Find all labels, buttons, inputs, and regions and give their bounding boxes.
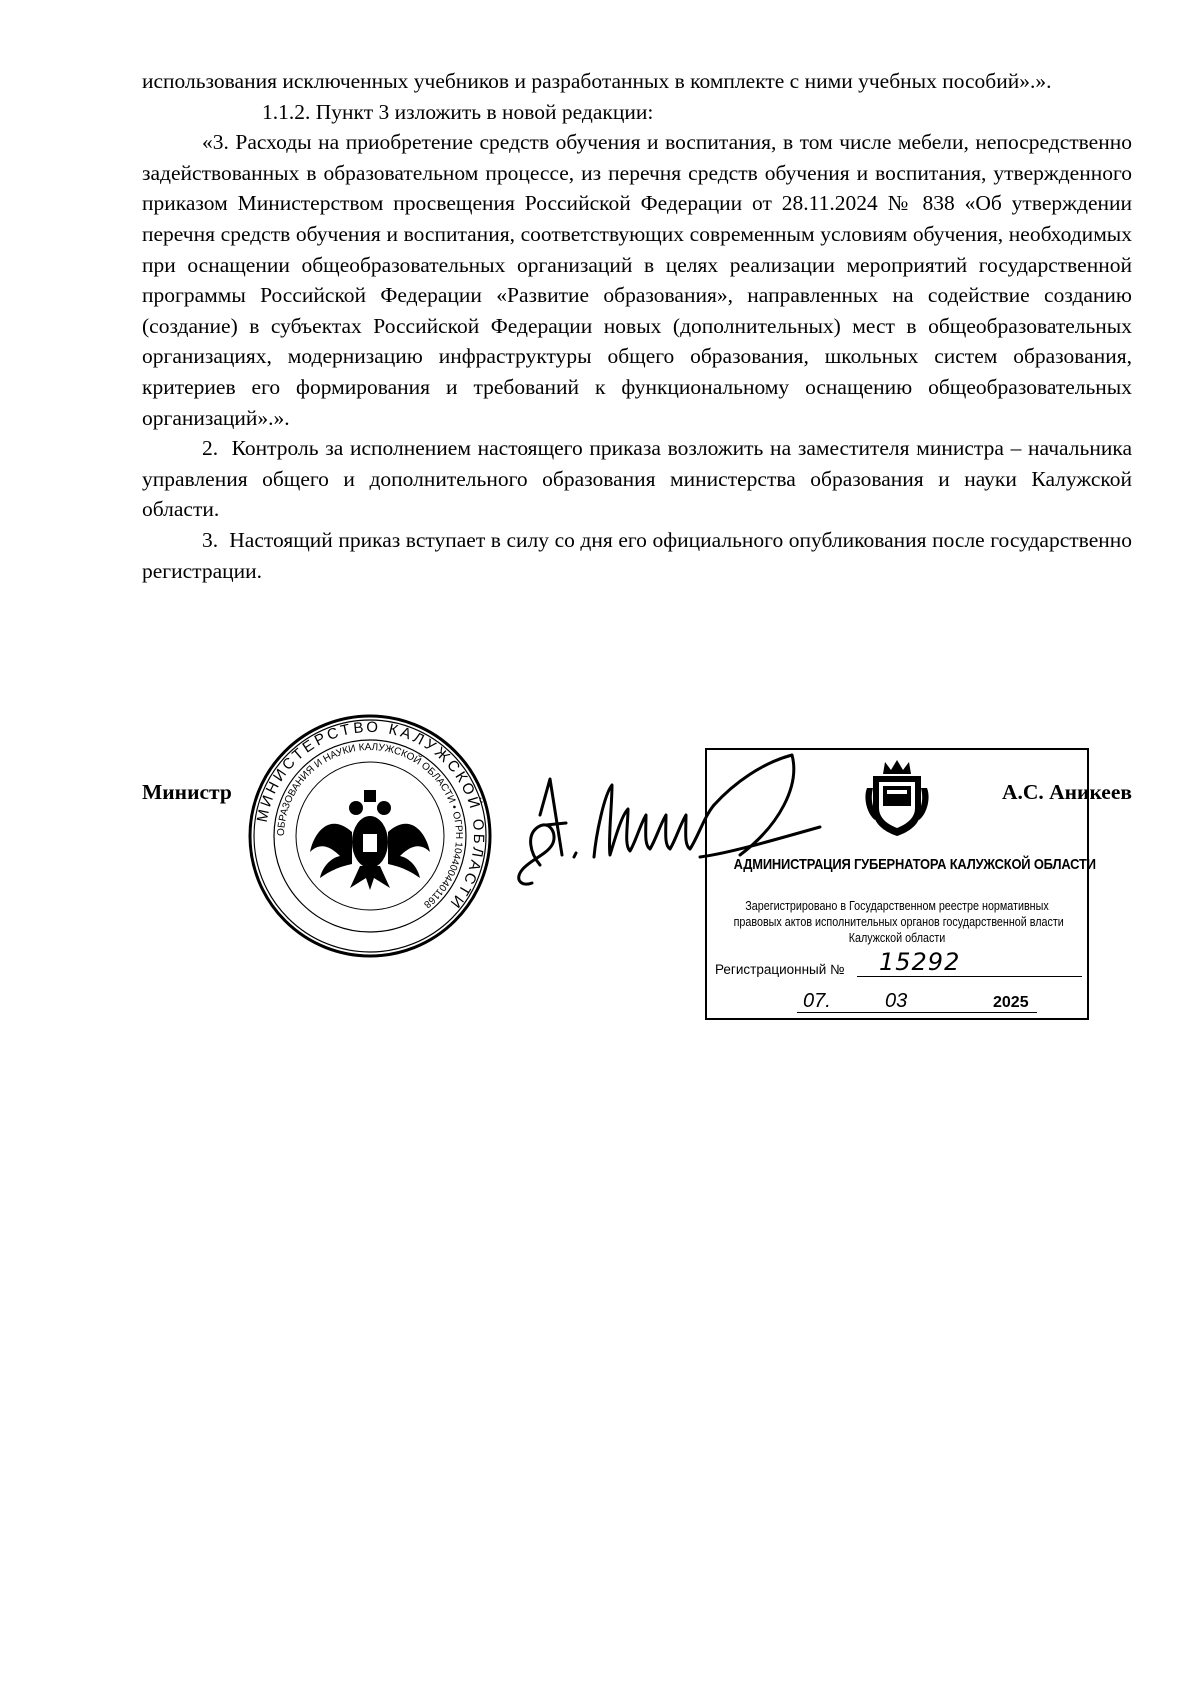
date-underline bbox=[797, 1012, 1037, 1013]
paragraph-2: 2. Контроль за исполнением настоящего приказа возложить на заместителя министра – начальника управления общего и дополнительного образования министерства образования и науки Калужской области. bbox=[142, 436, 1132, 522]
seal-outer-text: МИНИСТЕРСТВО КАЛУЖСКОЙ ОБЛАСТИ bbox=[253, 718, 488, 914]
registration-date bbox=[797, 990, 1057, 1016]
registration-number-underline bbox=[857, 976, 1082, 977]
stamp-body-text: Зарегистрировано в Государственном реестре нормативных правовых актов исполнительных органов государственной власти Калужской области bbox=[733, 899, 1064, 945]
paragraph-point-3-text: «3. Расходы на приобретение средств обучения и воспитания, в том числе мебели, непосредственно задействованных в образовательном процессе, из перечня средств обучения и воспитания, утвержденного приказом Министерством просвещения Российской Федерации от 28.11.2024 № 838 «Об утверждении перечня средств обучения и воспитания, соответствующих современным условиям обучения, необходимых при оснащении общеобразовательных организаций в целях реализации мероприятий государственной программы Российской Федерации «Развитие образования», направленных на содействие созданию (создание) в субъектах Российской Федерации новых (дополнительных) мест в общеобразовательных организациях, модернизацию инфраструктуры общего образования, школьных систем образования, критериев его формирования и требований к функциональному оснащению общеобразовательных организаций».». bbox=[142, 130, 1132, 430]
coat-of-arms-icon bbox=[865, 758, 929, 838]
date-month: 03 bbox=[885, 990, 908, 1012]
registration-stamp bbox=[705, 748, 1096, 1020]
signatory-title: Министр bbox=[142, 780, 232, 804]
paragraph-number: 2. bbox=[202, 436, 219, 461]
registration-number-value: 15292 bbox=[879, 948, 961, 976]
paragraph-number: 1.1.2. bbox=[262, 99, 311, 124]
paragraph-continuation: использования исключенных учебников и разработанных в комплекте с ними учебных пособий».». bbox=[142, 69, 1052, 93]
date-day: 07. bbox=[803, 990, 831, 1012]
stamp-header: АДМИНИСТРАЦИЯ ГУБЕРНАТОРА КАЛУЖСКОЙ ОБЛАСТИ bbox=[733, 856, 1096, 873]
paragraph-number: 3. bbox=[202, 527, 219, 552]
date-year: 2025 bbox=[993, 994, 1029, 1011]
official-seal bbox=[246, 712, 494, 960]
seal-inner-text: ОБРАЗОВАНИЯ И НАУКИ КАЛУЖСКОЙ ОБЛАСТИ • ОГРН 1044004401168 bbox=[275, 741, 465, 910]
document-body bbox=[142, 66, 1132, 586]
registration-number-label: Регистрационный № bbox=[715, 962, 845, 977]
paragraph-3: 3. Настоящий приказ вступает в силу со дня его официального опубликования после государственно регистрации. bbox=[142, 527, 1132, 583]
paragraph-1-1-2: 1.1.2. Пункт 3 изложить в новой редакции: bbox=[142, 97, 1132, 128]
signatory-name: А.С. Аникеев bbox=[1001, 780, 1132, 804]
